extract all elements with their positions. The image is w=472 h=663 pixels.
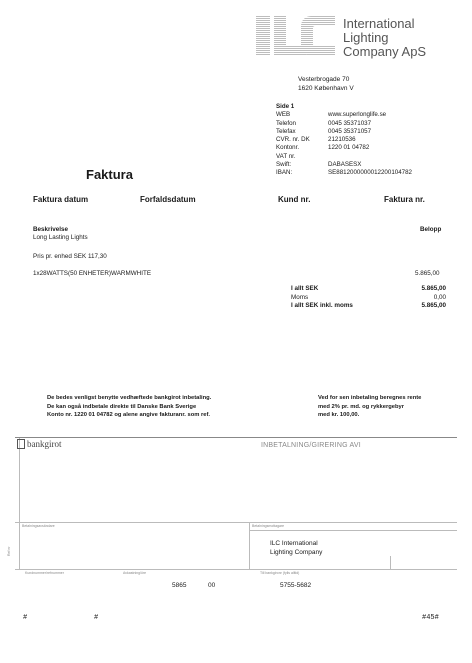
company-logo [256,14,336,58]
info-row [276,111,412,119]
bankgirot-brand [17,439,62,449]
bankgirot-brand-name: bankgirot [27,439,62,449]
document-title: Faktura [86,167,133,182]
info-value: www.superlonglife.se [328,111,387,119]
side-label: Ref nr [7,546,11,556]
info-key: Telefax [276,127,296,135]
info-row [276,128,412,136]
info-key: IBAN: [276,169,293,177]
instruction-line: De kan også indbetale direkte til Danske Bank Sverige [47,403,197,410]
info-row [276,161,412,169]
total-row [291,294,446,303]
info-key: VAT nr. [276,152,296,160]
payment-instructions [47,394,211,420]
header-due-date: Forfaldsdatum [140,195,196,204]
info-value: 1220 01 04782 [328,144,370,152]
ocr-middle: # [94,614,99,622]
info-value: SE8812000000012200104782 [328,169,412,177]
ocr-right: #45# [422,614,439,622]
total-label: I allt SEK inkl. moms [291,302,353,309]
recipient-name [270,539,322,557]
recipient-line: Lighting Company [270,549,323,556]
instruction-line: Konto nr. 1220 01 04782 og alene angive fakturanr. som ref. [47,412,211,418]
unit-price: Pris pr. enhed SEK 117,30 [33,253,107,260]
page-number: Side 1 [276,103,295,110]
company-address [298,75,354,93]
bankgirot-icon [17,439,25,449]
company-info [276,103,412,178]
info-key: CVR. nr. DK [276,136,310,144]
bankgiro-number: 5755-5682 [280,582,312,589]
amount-label: Belopp [420,226,442,233]
info-key: WEB [276,111,291,119]
total-value: 0,00 [433,293,446,301]
info-row [276,136,412,144]
company-name-line: International [343,16,415,31]
slip-heading: INBETALNING/GIRERING AVI [261,442,361,449]
recipient-line: ILC International [270,540,318,547]
header-invoice-no: Faktura nr. [384,195,425,204]
company-name-line: Company ApS [343,44,427,59]
total-label: Moms [291,293,309,301]
company-name-line: Lighting [343,30,389,45]
header-customer-no: Kund nr. [278,195,311,204]
customer-ref-label: Kundnummer/refnummer [25,571,64,575]
info-row [276,169,412,177]
info-value: 0045 35371057 [328,127,372,135]
info-value: DABASESX [328,161,362,169]
amount-section-label: Avkastning/öre [123,571,147,575]
info-row [276,144,412,152]
total-label: I allt SEK [291,285,319,292]
total-row [291,302,446,311]
description-label: Beskrivelse [33,226,69,233]
total-value: 5.865,00 [421,302,446,309]
amount-kronor: 5865 [172,582,187,589]
late-payment-note [318,394,421,420]
address-line: Vesterbrogade 70 [298,76,350,83]
info-row [276,120,412,128]
total-row [291,285,446,294]
info-key: Telefon [276,119,296,127]
description-value: Long Lasting Lights [33,234,88,241]
note-line: med 2% pr. md. og rykkergebyr [318,403,405,410]
recipient-label: Betalningsmottagare [252,524,285,528]
payer-label: Betalningsavsändare [22,524,55,528]
header-invoice-date: Faktura datum [33,195,89,204]
amount-ore: 00 [208,582,216,589]
line-item-description: 1x28WATTS(50 ENHETER)WARMWHITE [33,270,152,277]
line-item-amount: 5.865,00 [415,270,440,277]
info-key: Kontonr. [276,144,300,152]
total-value: 5.865,00 [421,285,446,292]
company-name [343,17,426,59]
instruction-line: De bedes venligst benytte vedhæftede bankgirot inbetaling. [47,395,212,401]
giro-number-label: Till bankgironr (fylls alltid) [260,571,300,575]
info-key: Swift: [276,161,292,169]
info-value: 0045 35371037 [328,119,372,127]
info-value: 21210536 [328,136,356,144]
note-line: med kr. 100,00. [318,412,360,418]
ocr-left: # [23,614,28,622]
note-line: Ved for sen inbetaling beregnes rente [318,395,422,401]
info-row [276,153,412,161]
totals [291,285,446,311]
address-line: 1620 København V [298,85,354,92]
bankgiro-slip [7,437,457,575]
